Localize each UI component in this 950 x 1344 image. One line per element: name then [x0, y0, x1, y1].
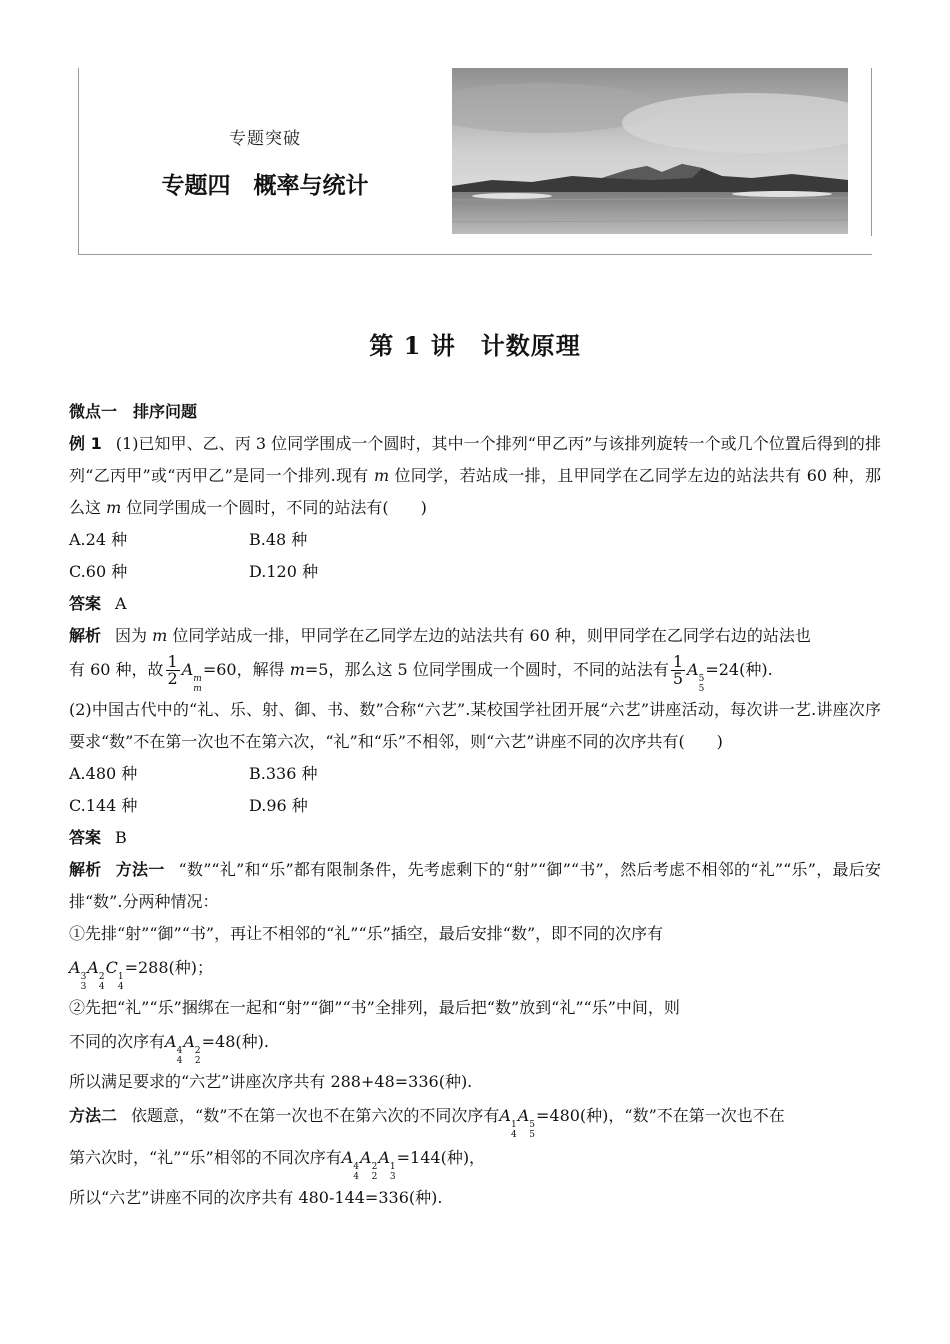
question-2-case-2: ②先把“礼”“乐”捆绑在一起和“射”“御”“书”全排列，最后把“数”放到“礼”“乐”中间，则 — [69, 998, 680, 1017]
question-1-analysis-cont: 有 60 种，故 $\frac{1}{2}$ A m m =60，解得 m=5，那么这 5 位同学围成一个圆时，不同的站法有 $\frac{1}{5}$ A 5 5 =24(种). — [69, 652, 773, 694]
question-1-analysis: 解析 因为 m 位同学站成一排，甲同学在乙同学左边的站法共有 60 种，则甲同学在乙同学右边的站法也 — [69, 626, 811, 645]
option-a: A.480 种 — [69, 764, 138, 783]
question-2-options-row-1 — [69, 758, 881, 790]
question-2-method-2: 方法二 依题意，“数”不在第一次也不在第六次的不同次序有A 1 4 A 5 5 =480(种)，“数”不在第一次也不在 — [69, 1106, 785, 1140]
question-2-summary-1: 所以满足要求的“六艺”讲座次序共有 288+48=336(种). — [69, 1072, 473, 1091]
question-2-stem: (2)中国古代中的“礼、乐、射、御、书、数”合称“六艺”.某校国学社团开展“六艺”讲座活动，每次讲一艺.讲座次序要求“数”不在第一次也不在第六次，“礼”和“乐”不相邻，则“六艺”讲座不同的次序共有( ) — [69, 700, 881, 751]
banner-landscape-image — [452, 68, 848, 234]
section-heading: 微点一 排序问题 — [69, 402, 198, 421]
fraction: $\frac{1}{2}$ — [167, 652, 178, 688]
question-1-stem: 例 1 (1)已知甲、乙、丙 3 位同学围成一个圆时，其中一个排列“甲乙丙”与该排列旋转一个或几个位置后得到的排列“乙丙甲”或“丙甲乙”是同一个排列.现有 m 位同学，若站成一排，且甲同学在乙同学左边的站法共有 60 种，那么这 m 位同学围成一个圆时，不同的站法有( ) — [69, 434, 881, 517]
question-2-case-1-result: A 3 3 A 2 4 C 1 4 =288(种)； — [69, 958, 214, 992]
option-a: A.24 种 — [69, 530, 128, 549]
math-A: A 2 2 — [183, 1032, 201, 1066]
question-1-options-row-1 — [69, 524, 881, 556]
fraction: $\frac{1}{5}$ — [672, 652, 684, 688]
question-2-case-2-result: 不同的次序有A 4 4 A 2 2 =48(种). — [69, 1032, 269, 1066]
question-1-answer: 答案 A — [69, 594, 127, 613]
math-A: A 2 2 — [360, 1148, 378, 1182]
option-c: C.144 种 — [69, 796, 138, 815]
option-b: B.48 种 — [249, 530, 308, 549]
banner-right-rule — [871, 68, 872, 236]
chapter-banner — [78, 68, 872, 255]
math-A: A 2 4 — [87, 958, 105, 992]
math-A: A 4 4 — [341, 1148, 360, 1182]
math-A: A 5 5 — [687, 660, 705, 694]
option-b: B.336 种 — [249, 764, 318, 783]
math-C: C 1 4 — [105, 958, 124, 992]
question-2-answer: 答案 B — [69, 828, 127, 847]
banner-title: 专题四 概率与统计 — [161, 173, 369, 199]
option-c: C.60 种 — [69, 562, 128, 581]
question-2-method-2-cont: 第六次时，“礼”“乐”相邻的不同次序有A 4 4 A 2 2 A 1 3 =144(种)， — [69, 1148, 486, 1182]
document-body — [69, 396, 881, 1214]
math-A: A 1 4 — [499, 1106, 517, 1140]
math-A: A 5 5 — [517, 1106, 535, 1140]
question-2-options-row-2 — [69, 790, 881, 822]
question-2-method-1: 解析 方法一 “数”“礼”和“乐”都有限制条件，先考虑剩下的“射”“御”“书”，然后考虑不相邻的“礼”“乐”，最后安排“数”.分两种情况： — [69, 860, 881, 911]
question-2-summary-2: 所以“六艺”讲座不同的次序共有 480-144=336(种). — [69, 1188, 443, 1207]
math-A: A m m — [181, 660, 202, 694]
banner-subtitle: 专题突破 — [229, 129, 301, 149]
math-A: A 1 3 — [378, 1148, 396, 1182]
math-A: A 3 3 — [69, 958, 87, 992]
question-2-case-1: ①先排“射”“御”“书”，再让不相邻的“礼”“乐”插空，最后安排“数”，即不同的次序有 — [69, 924, 664, 943]
option-d: D.120 种 — [249, 562, 318, 581]
math-A: A 4 4 — [165, 1032, 183, 1066]
question-1-options-row-2 — [69, 556, 881, 588]
lesson-title: 第 1 讲 计数原理 — [369, 331, 581, 360]
option-d: D.96 种 — [249, 796, 308, 815]
example-label: 例 1 — [69, 434, 102, 453]
